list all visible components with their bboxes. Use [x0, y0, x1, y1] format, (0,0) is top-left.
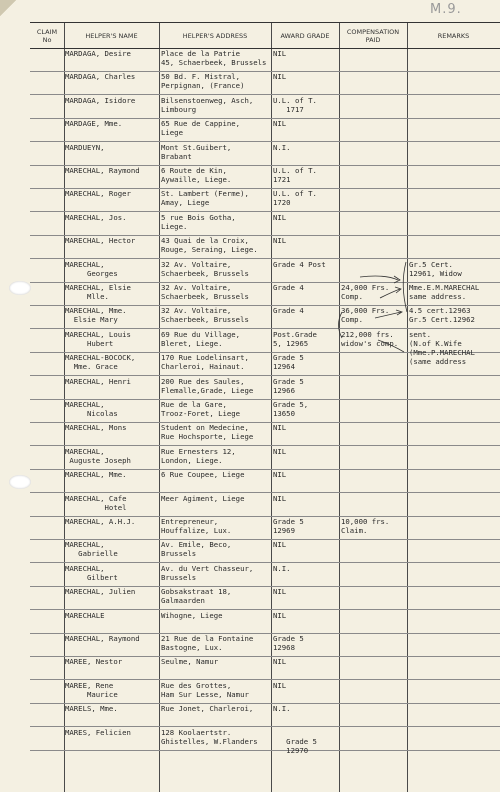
helper-name: MARECHAL, Hector: [65, 236, 136, 246]
remarks: Gr.5 Cert. 12961, Widow: [409, 259, 462, 278]
helper-address: Rue Ernesters 12, London, Liege.: [161, 446, 236, 465]
arrow-line: [360, 276, 398, 280]
header-address: HELPER'S ADDRESS: [182, 31, 248, 40]
helper-address: 5 rue Bois Gotha, Liege.: [161, 212, 236, 231]
helper-name: MARECHAL, Raymond: [65, 166, 140, 175]
award-grade: N.I.: [273, 142, 291, 152]
award-grade: Grade 5, 13650: [273, 400, 309, 418]
helper-name: MARECHAL, Gabrielle: [65, 540, 118, 559]
helper-name: MARECHAL, Julien: [65, 587, 136, 597]
award-grade: Grade 5 12964: [273, 353, 304, 372]
header-award: AWARD GRADE: [280, 31, 330, 40]
helper-address: 43 Quai de la Croix, Rouge, Seraing, Liege.: [161, 236, 258, 255]
compensation-paid: 212,000 frs. widow's comp.: [341, 329, 399, 348]
helper-address: Entrepreneur, Houffalize, Lux.: [161, 517, 232, 535]
helper-address: Rue Jonet, Charleroi,: [161, 704, 254, 714]
arrow-line: [378, 340, 404, 352]
helper-address: 69 Rue du Village, Bleret, Liege.: [161, 329, 241, 348]
bracket: [339, 312, 343, 338]
helper-address: 128 Koolaertstr. Ghistelles, W.Flanders: [161, 727, 258, 746]
helper-address: 50 Bd. F. Mistral, Perpignan, (France): [161, 72, 245, 91]
helper-name: MARELS, Mme.: [65, 704, 118, 714]
helper-address: Rue de la Gare, Trooz-Foret, Liege: [161, 400, 241, 418]
remarks: 4.5 cert.12963 Gr.5 Cert.12962: [409, 306, 475, 325]
helper-name: MARDAGE, Mme.: [65, 119, 123, 129]
helper-address: Gobsakstraat 18, Galmaarden: [161, 587, 232, 606]
helper-address: St. Lambert (Ferme), Amay, Liege: [161, 189, 249, 208]
helper-address: Rue des Grottes, Ham Sur Lesse, Namur: [161, 680, 249, 699]
helper-name: MARECHAL, Raymond: [65, 634, 140, 643]
award-grade: NIL: [273, 540, 287, 550]
helper-name: MARES, Felicien: [65, 727, 131, 737]
helper-name: MARECHAL, Nicolas: [65, 400, 118, 418]
award-grade: NIL: [273, 423, 287, 433]
helper-name: MARECHAL-BOCOCK, Mme. Grace: [65, 353, 136, 372]
award-grade: NIL: [273, 610, 287, 620]
award-grade: NIL: [273, 587, 287, 597]
award-grade: NIL: [273, 470, 287, 480]
award-grade: NIL: [273, 49, 287, 58]
award-grade: NIL: [273, 236, 287, 246]
award-grade: U.L. of T. 1720: [273, 189, 317, 208]
helper-name: MARECHAL, Mme.: [65, 470, 127, 480]
helper-name: MARDAGA, Charles: [65, 72, 136, 82]
award-grade: NIL: [273, 680, 287, 690]
helper-address: 65 Rue de Cappine, Liege: [161, 119, 241, 138]
helper-name: MARECHAL, Jos.: [65, 212, 127, 222]
remarks: sent. (N.of K.Wife (Mme.P.MARECHAL (same address: [409, 329, 475, 366]
helper-address: 32 Av. Voltaire, Schaerbeek, Brussels: [161, 306, 249, 325]
header-claim: CLAIM No: [36, 27, 58, 44]
helper-address: Wihogne, Liege: [161, 610, 223, 620]
award-grade: Grade 5 12968: [273, 634, 304, 652]
helper-name: MARDAGA, Isidore: [65, 95, 136, 105]
award-grade: NIL: [273, 212, 287, 222]
award-grade: Grade 5 12966: [273, 376, 304, 395]
helper-name: MARDAGA, Desire: [65, 49, 131, 58]
helper-name: MARECHAL, Georges: [65, 259, 118, 278]
compensation-paid: 36,000 Frs. Comp.: [341, 306, 390, 325]
helper-name: MARECHAL, Henri: [65, 376, 131, 386]
helper-address: Av. Emile, Beco, Brussels: [161, 540, 232, 559]
page-mark: M.9.: [430, 2, 462, 17]
helper-address: 32 Av. Voltaire, Schaerbeek, Brussels: [161, 259, 249, 278]
helper-address: Av. du Vert Chasseur, Brussels: [161, 563, 254, 582]
helper-name: MARECHAL, Auguste Joseph: [65, 446, 131, 465]
bracket: [403, 262, 407, 312]
helper-address: Meer Agiment, Liege: [161, 493, 245, 503]
helper-address: Mont St.Guibert, Brabant: [161, 142, 232, 161]
award-grade: U.L. of T. 1717: [273, 95, 317, 114]
helper-address: 32 Av. Voltaire, Schaerbeek, Brussels: [161, 283, 249, 301]
award-grade: NIL: [273, 72, 287, 82]
award-grade: Grade 5 12970: [286, 736, 317, 755]
compensation-paid: 24,000 Frs. Comp.: [341, 283, 390, 301]
award-grade: N.I.: [273, 563, 291, 573]
helper-name: MARECHALE: [65, 610, 105, 620]
award-grade: N.I.: [273, 704, 291, 714]
helper-name: MARDUEYN,: [65, 142, 105, 152]
helper-address: 170 Rue Lodelinsart, Charleroi, Hainaut.: [161, 353, 249, 372]
award-grade: Grade 4: [273, 283, 304, 292]
helper-name: MARECHAL, Gilbert: [65, 563, 118, 582]
award-grade: Grade 4 Post: [273, 259, 326, 269]
header-remarks: REMARKS: [437, 31, 470, 40]
helper-name: MARECHAL, Cafe Hotel: [65, 493, 127, 512]
award-grade: NIL: [273, 493, 287, 503]
remarks: Mme.E.M.MARECHAL same address.: [409, 283, 480, 301]
helper-address: Seulme, Namur: [161, 657, 219, 667]
helper-address: 200 Rue des Saules, Flemalle,Grade, Liege: [161, 376, 254, 395]
helper-address: 6 Route de Kin, Aywaille, Liege.: [161, 166, 232, 184]
award-grade: NIL: [273, 446, 287, 456]
header-name: HELPER'S NAME: [85, 31, 138, 40]
helper-name: MARECHAL, Louis Hubert: [65, 329, 131, 348]
helper-name: MARECHAL, Mme. Elsie Mary: [65, 306, 127, 325]
award-grade: U.L. of T. 1721: [273, 166, 317, 184]
helper-name: MARECHAL, Mons: [65, 423, 127, 433]
helper-name: MAREE, Nestor: [65, 657, 123, 667]
helper-name: MARECHAL, A.H.J.: [65, 517, 136, 526]
helper-address: Bilsenstoenweg, Asch, Limbourg: [161, 95, 254, 114]
helper-address: 6 Rue Coupee, Liege: [161, 470, 245, 480]
award-grade: NIL: [273, 657, 287, 667]
award-grade: NIL: [273, 119, 287, 129]
award-grade: Grade 5 12969: [273, 517, 304, 535]
arrow-line: [380, 289, 400, 298]
helper-name: MAREE, Rene Maurice: [65, 680, 118, 699]
helper-name: MARECHAL, Roger: [65, 189, 131, 199]
helper-address: Place de la Patrie 45, Schaerbeek, Brussels: [161, 49, 267, 67]
helper-name: MARECHAL, Elsie Mlle.: [65, 283, 131, 301]
helper-address: 21 Rue de la Fontaine Bastogne, Lux.: [161, 634, 254, 652]
helper-address: Student on Medecine, Rue Hochsporte, Liege: [161, 423, 254, 442]
header-compensation: COMPENSATION PAID: [346, 27, 400, 44]
compensation-paid: 10,000 frs. Claim.: [341, 517, 390, 535]
award-grade: Grade 4: [273, 306, 304, 316]
award-grade: Post.Grade 5, 12965: [273, 329, 317, 348]
